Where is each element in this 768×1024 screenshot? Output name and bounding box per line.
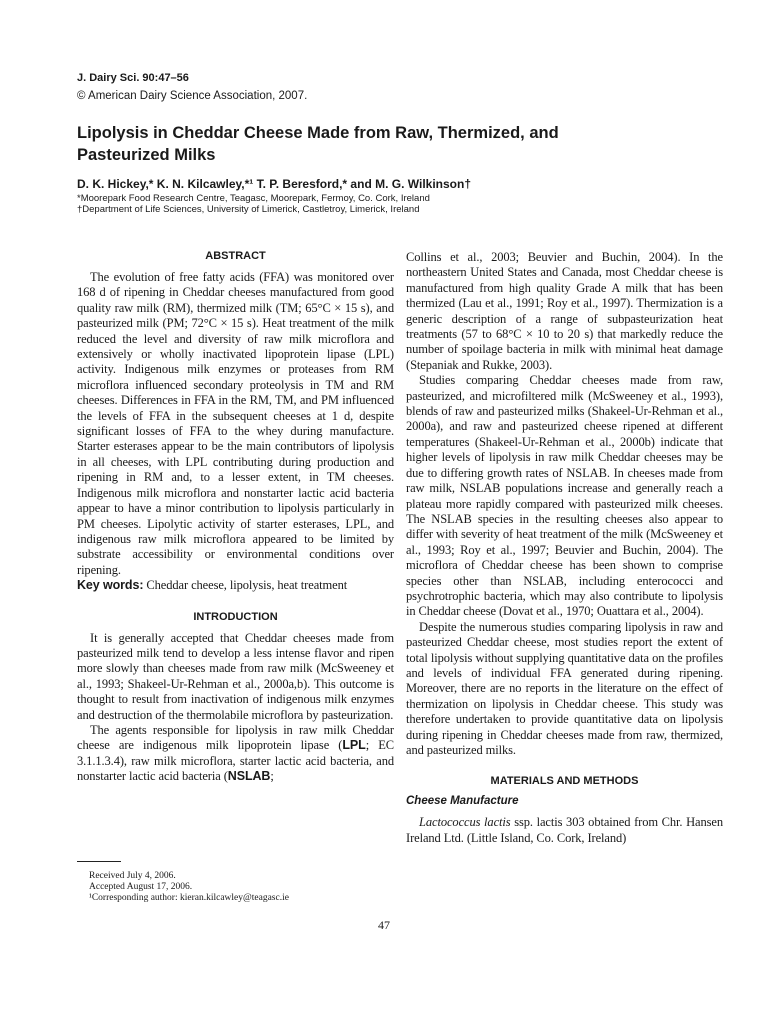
keywords-value: Cheddar cheese, lipolysis, heat treatment: [143, 578, 348, 593]
keywords-line: [77, 578, 394, 593]
introduction-paragraph-3: Collins et al., 2003; Beuvier and Buchin, 2004). In the northeastern United States and Canada, most Cheddar cheese is manufactured from high quality Grade A milk that has been thermized (Lau et al., 1991; Roy et al., 1997). Thermization is a generic description of a range of subpasteurization heat treatments (57 to 68°C × 10 to 20 s) that markedly reduce the number of spoilage bacteria in milk with minimal heat damage (Stepaniak and Rukke, 2003).: [406, 250, 723, 372]
author-list: D. K. Hickey,* K. N. Kilcawley,*¹ T. P. Beresford,* and M. G. Wilkinson†: [77, 177, 472, 191]
affiliation-moorepark: *Moorepark Food Research Centre, Teagasc, Moorepark, Fermoy, Co. Cork, Ireland: [77, 193, 430, 204]
page-number: 47: [378, 918, 390, 932]
left-column: [77, 250, 394, 785]
lpl-abbrev: LPL: [342, 738, 366, 753]
abstract-text: The evolution of free fatty acids (FFA) was monitored over 168 d of ripening in Cheddar cheeses manufactured from good quality raw milk (RM), thermized milk (TM; 65°C × 15 s), and pasteurized milk (PM; 72°C × 15 s). Heat treatment of the milk reduced the level and diversity of raw milk microflora and extensively or wholly inactivated lipoprotein lipase (LPL) activity. Indigenous milk enzymes or proteases from RM microflora influenced secondary proteolysis in TM and RM cheeses. Differences in FFA in the RM, TM, and PM influenced the levels of FFA in the subsequent cheeses at 1 d, despite significant losses of FFA to the whey during manufacture. Starter esterases appear to be the main contributors of lipolysis in all cheeses, with LPL contributing during production and ripening in RM and, to a lesser extent, in TM cheeses. Indigenous milk microflora and nonstarter lactic acid bacteria appear to have a minor contribution to lipolysis particularly in PM cheeses. Lipolytic activity of starter esterases, LPL, and indigenous raw milk microflora appeared to be limited by substrate accessibility or environmental conditions over ripening.: [77, 270, 394, 577]
received-date: Received July 4, 2006.: [89, 871, 176, 881]
intro-p2-part-b: ; EC 3.1.1.3.4), raw milk microflora, starter lactic acid bacteria, and nonstarter lactic acid bacteria (: [77, 738, 394, 784]
introduction-paragraph-4: Studies comparing Cheddar cheeses made from raw, pasteurized, and microfiltered milk (McSweeney et al., 1993), blends of raw and pasteurized milks (Shakeel-Ur-Rehman et al., 2000a), and raw and pasteurized cheese ripened at different temperatures (Shakeel-Ur-Rehman et al., 2000b) indicate that higher levels of lipolysis in raw milk Cheddar cheeses may be due to differing growth rates of NSLAB. In cheeses made from raw milk, NSLAB populations increase and generally reach a plateau more rapidly compared with pasteurized milk cheeses. The NSLAB species in the resulting cheeses also appear to differ with severity of heat treatment of the milk (McSweeney et al., 1993; Roy et al., 1997; Beuvier and Buchin, 2004). The microflora of Cheddar cheese has been shown to comprise species other than NSLAB, including enterococci and psychrotrophic bacteria, which may also contribute to lipolysis in Cheddar cheese (Dovat et al., 1970; Ouattara et al., 2004).: [406, 373, 723, 619]
abstract-heading: ABSTRACT: [205, 250, 266, 262]
intro-p2-part-a: The agents responsible for lipolysis in raw milk Cheddar cheese are indigenous milk lipoprotein lipase (: [77, 722, 394, 753]
accepted-date: Accepted August 17, 2006.: [89, 882, 193, 892]
methods-paragraph-1: [406, 815, 723, 846]
right-column: [406, 250, 723, 846]
introduction-paragraph-2: [77, 723, 394, 785]
nslab-abbrev: NSLAB: [227, 769, 271, 784]
species-name: Lactococcus lactis: [419, 815, 511, 830]
introduction-paragraph-5: Despite the numerous studies comparing lipolysis in raw and pasteurized Cheddar cheese, most studies report the extent of total lipolysis without supplying quantitative data on the profiles and levels of individual FFA generated during ripening. Moreover, there are no reports in the literature on the effect of thermization on lipolysis in Cheddar cheese. This study was therefore undertaken to provide quantitative data on lipolysis during ripening in Cheddar cheeses made from raw, thermized, and pasteurized milks.: [406, 619, 723, 757]
introduction-paragraph-1: It is generally accepted that Cheddar cheeses made from pasteurized milk tend to develop a less intense flavor and ripen more slowly than cheeses made from raw milk (McSweeney et al., 1993; Shakeel-Ur-Rehman et al., 2000a,b). This outcome is thought to result from inactivation of indigenous milk enzymes and destruction of the thermolabile microflora by pasteurization.: [77, 630, 394, 722]
copyright-line: © American Dairy Science Association, 2007.: [77, 90, 308, 102]
methods-heading: MATERIALS AND METHODS: [490, 775, 639, 788]
footnote-divider: [77, 861, 121, 862]
cheese-manufacture-subheading: Cheese Manufacture: [406, 795, 519, 808]
journal-citation: J. Dairy Sci. 90:47–56: [77, 72, 189, 84]
methods-p1-rest: ssp. lactis 303 obtained from Chr. Hansen Ireland Ltd. (Little Island, Co. Cork, Ireland): [406, 815, 723, 845]
article-title: Lipolysis in Cheddar Cheese Made from Raw, Thermized, and Pasteurized Milks: [77, 124, 559, 164]
keywords-label: Key words:: [77, 578, 144, 593]
introduction-heading: INTRODUCTION: [193, 610, 278, 623]
intro-p2-part-c: ;: [270, 769, 274, 784]
affiliation-limerick: †Department of Life Sciences, University of Limerick, Castletroy, Limerick, Ireland: [77, 204, 420, 215]
corresponding-author: ¹Corresponding author: kieran.kilcawley@teagasc.ie: [89, 893, 289, 903]
